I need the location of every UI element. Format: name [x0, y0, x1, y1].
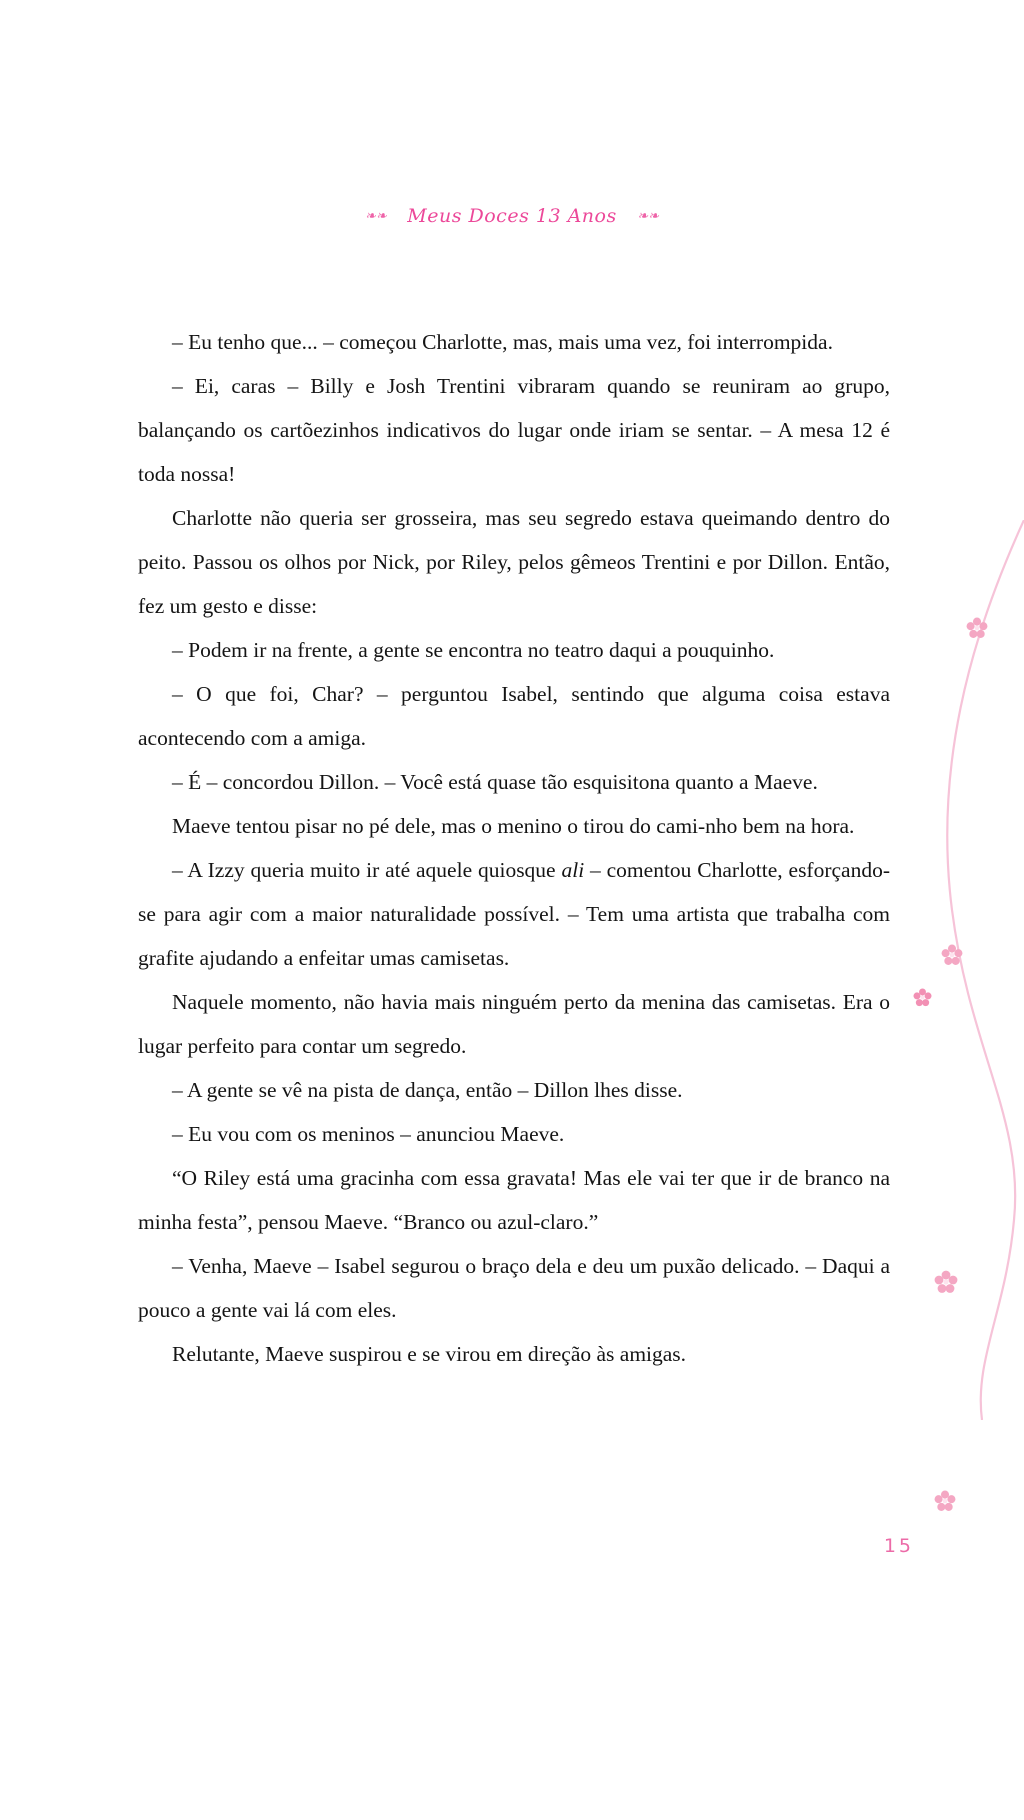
paragraph: – O que foi, Char? – perguntou Isabel, sentindo que alguma coisa estava acontecendo com a amiga.	[138, 682, 890, 750]
paragraph: – Ei, caras – Billy e Josh Trentini vibraram quando se reuniram ao grupo, balançando os cartõezinhos indicativos do lugar onde iriam se sentar. – A mesa 12 é toda nossa!	[138, 374, 890, 486]
paragraph: – Venha, Maeve – Isabel segurou o braço dela e deu um puxão delicado. – Daqui a pouco a gente vai lá com eles.	[138, 1254, 890, 1322]
paragraph: “O Riley está uma gracinha com essa gravata! Mas ele vai ter que ir de branco na minha festa”, pensou Maeve. “Branco ou azul-claro.”	[138, 1166, 890, 1234]
running-head-right-ornament-icon: ❧❧	[637, 209, 660, 224]
body-text	[138, 320, 890, 1376]
flower-icon	[934, 1270, 958, 1294]
paragraph: – A Izzy queria muito ir até aquele quiosque ali – comentou Charlotte, esforçando-se para agir com a maior naturalidade possível. – Tem uma artista que trabalha com grafite ajudando a enfeitar umas camisetas.	[138, 858, 891, 970]
flower-icon	[941, 944, 963, 966]
paragraph: Charlotte não queria ser grosseira, mas seu segredo estava queimando dentro do peito. Passou os olhos por Nick, por Riley, pelos gêmeos Trentini e por Dillon. Então, fez um gesto e disse:	[138, 506, 890, 618]
flower-icon	[913, 988, 932, 1007]
paragraph: – Podem ir na frente, a gente se encontra no teatro daqui a pouquinho.	[172, 638, 775, 662]
running-head-title: Meus Doces 13 Anos	[407, 205, 617, 227]
page-number: 15	[883, 1535, 914, 1557]
running-head	[0, 205, 1024, 227]
paragraph: – É – concordou Dillon. – Você está quase tão esquisitona quanto a Maeve.	[172, 770, 818, 794]
paragraph: – Eu vou com os meninos – anunciou Maeve.	[172, 1122, 565, 1146]
flower-icon	[934, 1490, 956, 1512]
paragraph: Maeve tentou pisar no pé dele, mas o menino o tirou do cami-nho bem na hora.	[172, 814, 855, 838]
paragraph: – A gente se vê na pista de dança, então – Dillon lhes disse.	[172, 1078, 683, 1102]
paragraph: Naquele momento, não havia mais ninguém perto da menina das camisetas. Era o lugar perfeito para contar um segredo.	[138, 990, 890, 1058]
vine-decoration-icon	[874, 520, 1024, 1420]
flower-icon	[966, 617, 988, 639]
running-head-left-ornament-icon: ❧❧	[364, 209, 387, 224]
paragraph: – Eu tenho que... – começou Charlotte, mas, mais uma vez, foi interrompida.	[172, 330, 833, 354]
paragraph: Relutante, Maeve suspirou e se virou em direção às amigas.	[172, 1342, 687, 1366]
